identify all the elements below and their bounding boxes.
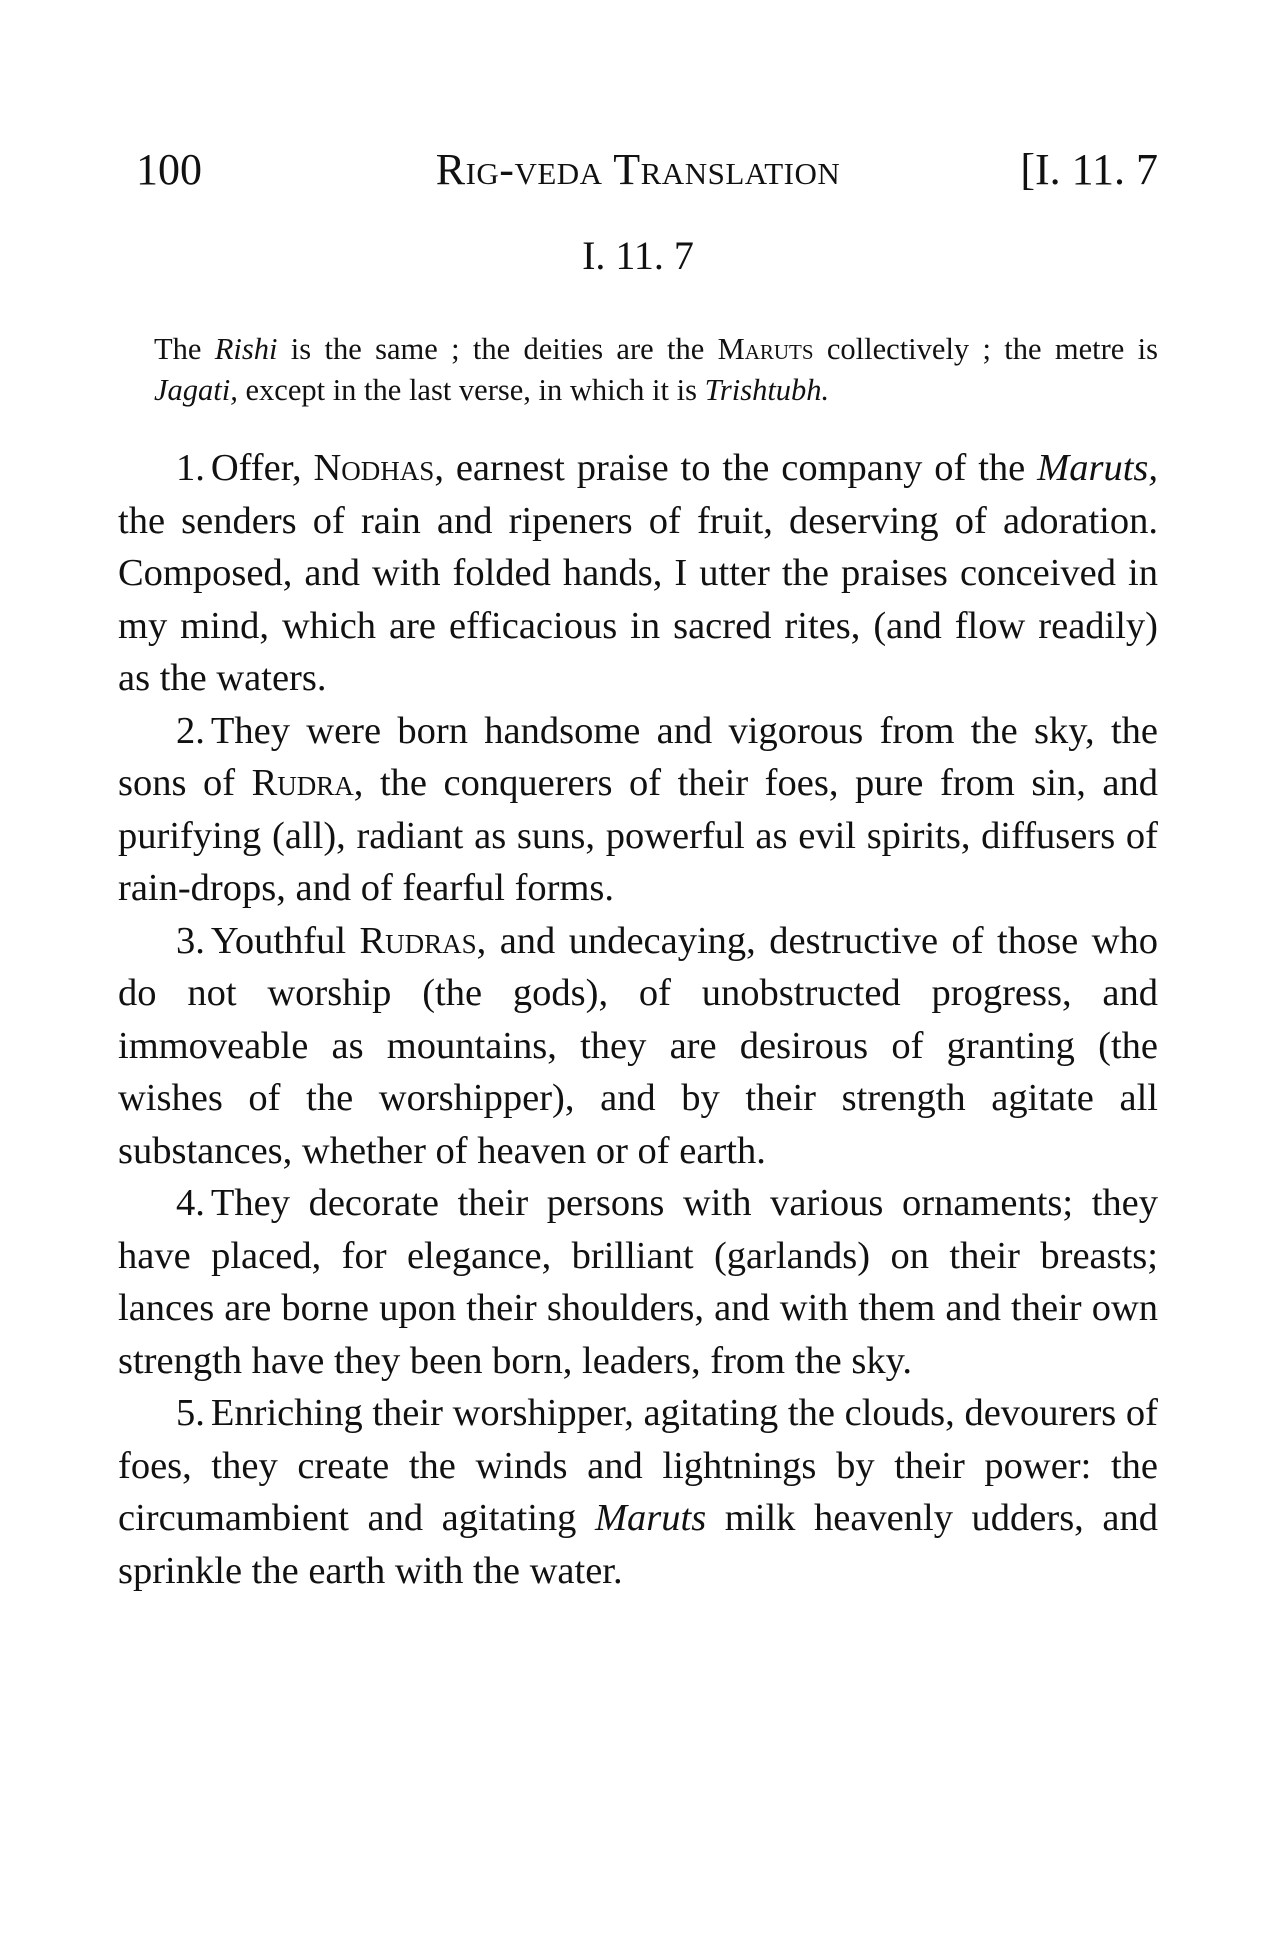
verse-2: 2. They were born handsome and vigorous from the sky, the sons of Rudra, the conquerers of their foes, pure from sin, and purifying (all), radiant as suns, powerful as evil spirits, diffusers of rain-drops, and of fearful forms.: [118, 709, 1158, 909]
hymn-heading: I. 11. 7: [582, 233, 694, 278]
section-reference: [I. 11. 7: [1020, 145, 1158, 194]
trishtubh-term: Trishtubh.: [704, 372, 830, 407]
verse-list: [118, 442, 1158, 1597]
verse-3: 3. Youthful Rudras, and undecaying, destructive of those who do not worship (the gods), of unobstructed progress, and immoveable as mountains, they are desirous of granting (the wishes of the worshipper), and by their strength agitate all substances, whether of heaven or of earth.: [118, 919, 1158, 1172]
verse-number: 2.: [176, 709, 205, 752]
verse-5: 5. Enriching their worshipper, agitating the clouds, devourers of foes, they create the winds and lightnings by their power: the circumambient and agitating Maruts milk heavenly udders, and sprinkle the earth with the water.: [118, 1392, 1158, 1592]
verse-4: 4. They decorate their persons with various ornaments; they have placed, for elegance, brilliant (garlands) on their breasts; lances are borne upon their shoulders, and with them and their own strength have they been born, leaders, from the sky.: [118, 1182, 1158, 1382]
jagati-term: Jagati,: [154, 372, 238, 407]
running-head: [118, 140, 1158, 200]
hymn-introduction: The Rishi is the same ; the deities are the Maruts collectively ; the metre is Jagati, except in the last verse, in which it is Trishtubh.: [154, 331, 1159, 407]
verse-number: 4.: [176, 1182, 205, 1224]
verse-number: 5.: [176, 1392, 205, 1434]
running-title: Rig-veda Translation: [435, 145, 841, 194]
maruts-term: Maruts: [717, 331, 814, 366]
verse-1: 1. Offer, Nodhas, earnest praise to the company of the Maruts, the senders of rain and ripeners of fruit, deserving of adoration. Composed, and with folded hands, I utter the praises conceived in my mind, which are efficacious in sacred rites, (and flow readily) as the waters.: [118, 447, 1158, 699]
verse-number: 1.: [176, 447, 205, 489]
page-number: 100: [136, 145, 202, 194]
rishi-term: Rishi: [214, 331, 278, 366]
verse-number: 3.: [176, 919, 205, 962]
